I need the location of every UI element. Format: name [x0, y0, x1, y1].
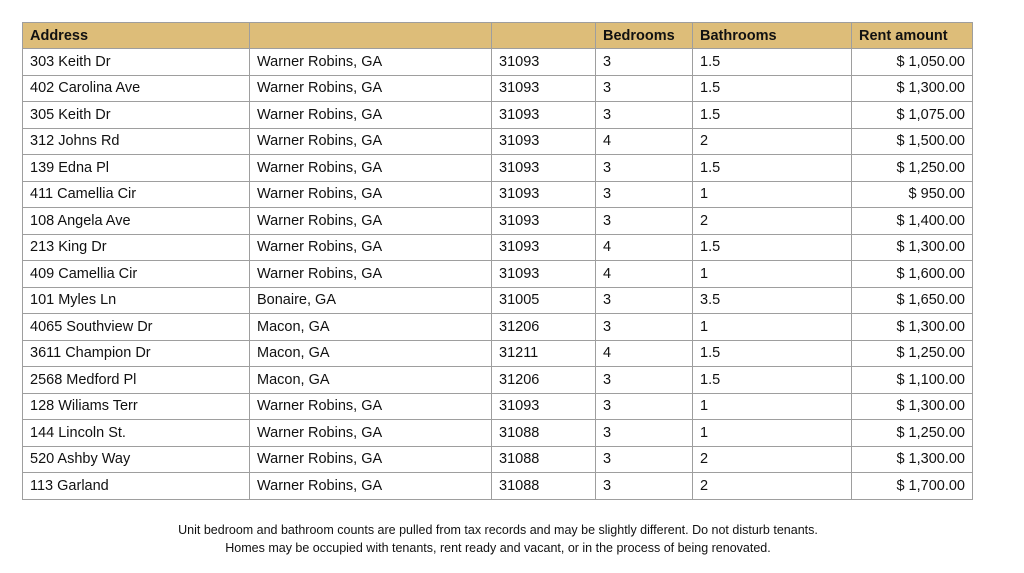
bathrooms-cell: 1.5 [693, 155, 852, 182]
city-cell: Warner Robins, GA [250, 234, 492, 261]
address-cell: 2568 Medford Pl [23, 367, 250, 394]
city-cell: Warner Robins, GA [250, 393, 492, 420]
zip-cell: 31211 [492, 340, 596, 367]
address-cell: 402 Carolina Ave [23, 75, 250, 102]
bathrooms-cell: 1 [693, 181, 852, 208]
rent-cell: $ 1,250.00 [852, 340, 973, 367]
bathrooms-cell: 2 [693, 446, 852, 473]
bedrooms-cell: 3 [596, 208, 693, 235]
city-cell: Warner Robins, GA [250, 181, 492, 208]
table-row [23, 49, 973, 76]
rent-cell: $ 1,100.00 [852, 367, 973, 394]
zip-cell: 31088 [492, 420, 596, 447]
city-cell: Warner Robins, GA [250, 420, 492, 447]
bathrooms-cell: 1 [693, 261, 852, 288]
zip-cell: 31093 [492, 102, 596, 129]
bathrooms-cell: 1.5 [693, 340, 852, 367]
table-row [23, 261, 973, 288]
zip-cell: 31093 [492, 393, 596, 420]
rent-cell: $ 1,400.00 [852, 208, 973, 235]
zip-cell: 31005 [492, 287, 596, 314]
table-row [23, 367, 973, 394]
rental-listings-table [22, 22, 973, 500]
rent-cell: $ 1,700.00 [852, 473, 973, 500]
city-cell: Warner Robins, GA [250, 75, 492, 102]
zip-cell: 31093 [492, 208, 596, 235]
table-row [23, 420, 973, 447]
bedrooms-cell: 4 [596, 340, 693, 367]
bedrooms-cell: 3 [596, 393, 693, 420]
bathrooms-cell: 1.5 [693, 49, 852, 76]
bedrooms-cell: 3 [596, 473, 693, 500]
address-cell: 411 Camellia Cir [23, 181, 250, 208]
header-city [250, 23, 492, 49]
bathrooms-cell: 1.5 [693, 234, 852, 261]
bedrooms-cell: 4 [596, 234, 693, 261]
rent-cell: $ 1,600.00 [852, 261, 973, 288]
header-rent-amount: Rent amount [852, 23, 973, 49]
bedrooms-cell: 4 [596, 128, 693, 155]
footnote-line: Homes may be occupied with tenants, rent ready and vacant, or in the process of being renovated. [225, 541, 771, 555]
bedrooms-cell: 3 [596, 446, 693, 473]
rent-cell: $ 1,300.00 [852, 234, 973, 261]
header-zip [492, 23, 596, 49]
bathrooms-cell: 1 [693, 314, 852, 341]
table-row [23, 287, 973, 314]
bedrooms-cell: 3 [596, 49, 693, 76]
bathrooms-cell: 1.5 [693, 102, 852, 129]
table-body [23, 49, 973, 500]
city-cell: Warner Robins, GA [250, 446, 492, 473]
rent-cell: $ 1,300.00 [852, 393, 973, 420]
address-cell: 4065 Southview Dr [23, 314, 250, 341]
table-row [23, 314, 973, 341]
zip-cell: 31093 [492, 49, 596, 76]
table-row [23, 208, 973, 235]
table-row [23, 155, 973, 182]
city-cell: Macon, GA [250, 340, 492, 367]
bedrooms-cell: 3 [596, 287, 693, 314]
table-row [23, 234, 973, 261]
bedrooms-cell: 3 [596, 367, 693, 394]
bathrooms-cell: 3.5 [693, 287, 852, 314]
bedrooms-cell: 3 [596, 181, 693, 208]
bathrooms-cell: 2 [693, 128, 852, 155]
address-cell: 312 Johns Rd [23, 128, 250, 155]
bedrooms-cell: 3 [596, 155, 693, 182]
table-row [23, 75, 973, 102]
zip-cell: 31093 [492, 234, 596, 261]
address-cell: 303 Keith Dr [23, 49, 250, 76]
footnote-line: Unit bedroom and bathroom counts are pulled from tax records and may be slightly different. Do not disturb tenants. [178, 523, 818, 537]
city-cell: Warner Robins, GA [250, 49, 492, 76]
rent-cell: $ 1,300.00 [852, 314, 973, 341]
city-cell: Warner Robins, GA [250, 208, 492, 235]
city-cell: Warner Robins, GA [250, 473, 492, 500]
zip-cell: 31093 [492, 75, 596, 102]
zip-cell: 31206 [492, 367, 596, 394]
address-cell: 144 Lincoln St. [23, 420, 250, 447]
zip-cell: 31093 [492, 261, 596, 288]
bathrooms-cell: 1 [693, 420, 852, 447]
address-cell: 108 Angela Ave [23, 208, 250, 235]
rent-cell: $ 1,500.00 [852, 128, 973, 155]
rent-cell: $ 1,250.00 [852, 420, 973, 447]
zip-cell: 31093 [492, 128, 596, 155]
city-cell: Warner Robins, GA [250, 128, 492, 155]
table-row [23, 340, 973, 367]
header-bathrooms: Bathrooms [693, 23, 852, 49]
address-cell: 213 King Dr [23, 234, 250, 261]
city-cell: Bonaire, GA [250, 287, 492, 314]
table-row [23, 102, 973, 129]
city-cell: Warner Robins, GA [250, 102, 492, 129]
city-cell: Warner Robins, GA [250, 261, 492, 288]
bedrooms-cell: 3 [596, 314, 693, 341]
footnotes [0, 521, 996, 557]
bathrooms-cell: 1 [693, 393, 852, 420]
zip-cell: 31093 [492, 155, 596, 182]
table-row [23, 181, 973, 208]
table-row [23, 128, 973, 155]
table-header [23, 23, 973, 49]
header-bedrooms: Bedrooms [596, 23, 693, 49]
table-row [23, 473, 973, 500]
rent-cell: $ 1,300.00 [852, 446, 973, 473]
zip-cell: 31093 [492, 181, 596, 208]
table-row [23, 393, 973, 420]
address-cell: 409 Camellia Cir [23, 261, 250, 288]
city-cell: Warner Robins, GA [250, 155, 492, 182]
table-row [23, 446, 973, 473]
rent-cell: $ 1,300.00 [852, 75, 973, 102]
address-cell: 139 Edna Pl [23, 155, 250, 182]
bathrooms-cell: 2 [693, 208, 852, 235]
zip-cell: 31088 [492, 446, 596, 473]
bathrooms-cell: 2 [693, 473, 852, 500]
rent-cell: $ 1,650.00 [852, 287, 973, 314]
bathrooms-cell: 1.5 [693, 75, 852, 102]
header-address: Address [23, 23, 250, 49]
rent-cell: $ 1,250.00 [852, 155, 973, 182]
address-cell: 305 Keith Dr [23, 102, 250, 129]
rent-cell: $ 1,075.00 [852, 102, 973, 129]
header-row [23, 23, 973, 49]
city-cell: Macon, GA [250, 314, 492, 341]
rent-cell: $ 950.00 [852, 181, 973, 208]
city-cell: Macon, GA [250, 367, 492, 394]
bedrooms-cell: 4 [596, 261, 693, 288]
address-cell: 128 Wiliams Terr [23, 393, 250, 420]
address-cell: 3611 Champion Dr [23, 340, 250, 367]
rent-cell: $ 1,050.00 [852, 49, 973, 76]
bedrooms-cell: 3 [596, 420, 693, 447]
zip-cell: 31088 [492, 473, 596, 500]
bedrooms-cell: 3 [596, 102, 693, 129]
bathrooms-cell: 1.5 [693, 367, 852, 394]
address-cell: 101 Myles Ln [23, 287, 250, 314]
address-cell: 113 Garland [23, 473, 250, 500]
bedrooms-cell: 3 [596, 75, 693, 102]
address-cell: 520 Ashby Way [23, 446, 250, 473]
zip-cell: 31206 [492, 314, 596, 341]
